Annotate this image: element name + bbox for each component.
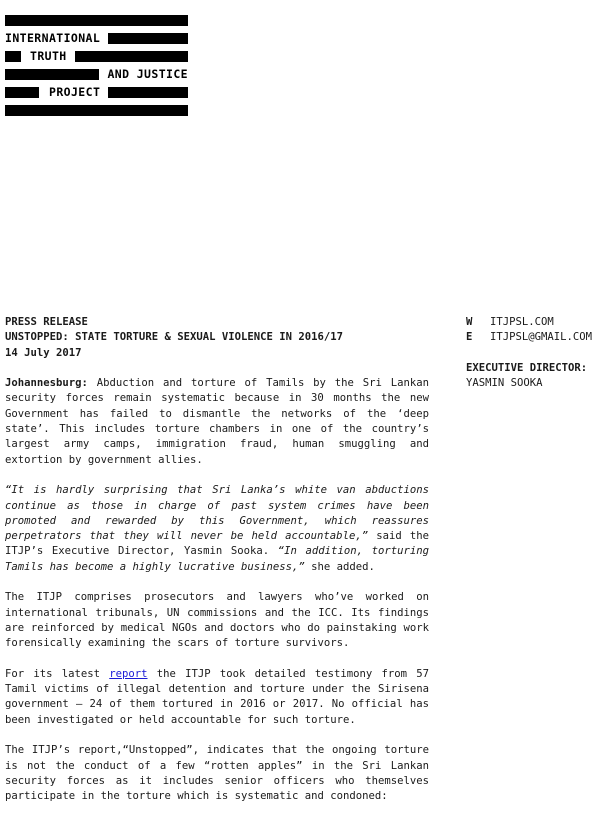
report-link[interactable]: report [109, 667, 148, 680]
logo-bar [75, 51, 188, 62]
quote-2: “In addition, torturing Tamils has become a highly lucrative business,” [5, 545, 429, 573]
paragraph-intro [5, 376, 429, 468]
logo-row-1 [5, 29, 188, 47]
logo-bar [5, 51, 21, 62]
web-label: W [466, 316, 473, 328]
logo-bar [108, 87, 188, 98]
paragraph-itjp: The ITJP comprises prosecutors and lawyers who’ve worked on international tribunals, UN commissions and the ICC. Its findings are reinforced by medical NGOs and doctors who do painstaking work forensically examining the scars of torture survivors. [5, 591, 429, 650]
attribution-end: she added. [304, 560, 375, 573]
logo-row-4 [5, 83, 188, 101]
paragraph-report [5, 667, 429, 728]
email-label: E [466, 331, 473, 344]
attribution: said the ITJP’s Executive Director, Yasmin Sooka. [5, 530, 429, 558]
itjp-logo [5, 11, 188, 119]
contact-web [466, 315, 596, 330]
paragraph-quote [5, 483, 429, 575]
logo-bar [5, 87, 39, 98]
paragraph-unstopped: The ITJP’s report,“Unstopped”, indicates that the ongoing torture is not the conduct of a few “rotten apples” in the Sri Lankan security forces as it includes senior officers who themselves participate in the torture which is systematic and condoned: [5, 744, 429, 803]
press-release-body [5, 315, 429, 820]
logo-bar-row [5, 101, 188, 119]
email-address[interactable]: ITJPSL@GMAIL.COM [490, 331, 593, 344]
director-label: EXECUTIVE DIRECTOR: [466, 361, 588, 374]
logo-word-international: INTERNATIONAL [5, 30, 101, 45]
release-date: 14 July 2017 [5, 346, 82, 359]
logo-word-project: PROJECT [49, 84, 101, 99]
logo-bar [108, 33, 188, 44]
logo-row-3 [5, 65, 188, 83]
quote-1: “It is hardly surprising that Sri Lanka’s white van abductions continue as those in charge of past system crimes have been promoted and rewarded by this Government, which reassures perpetrators that they will never be held accountable,” [5, 484, 429, 543]
release-title: UNSTOPPED: STATE TORTURE & SEXUAL VIOLENCE IN 2016/17 [5, 331, 344, 344]
report-intro: For its latest [5, 667, 110, 680]
logo-bar [5, 69, 99, 80]
release-label: PRESS RELEASE [5, 316, 88, 328]
logo-bar-row [5, 11, 188, 29]
web-address[interactable]: ITJPSL.COM [490, 316, 554, 328]
director-name: YASMIN SOOKA [466, 377, 543, 390]
dateline: Johannesburg: [5, 377, 88, 390]
logo-row-2 [5, 47, 188, 65]
contact-sidebar [466, 315, 596, 391]
logo-bar [5, 105, 188, 116]
logo-word-truth: TRUTH [30, 48, 67, 63]
contact-email [466, 330, 596, 345]
logo-bar [5, 15, 188, 26]
intro-text: Abduction and torture of Tamils by the Sri Lankan security forces remain systematic because in 30 months the new Government has failed to dismantle the networks of the ‘deep state’. This includes torture chambers in one of the country’s largest army camps, immigration fraud, human smuggling and extortion by government allies. [5, 377, 429, 466]
report-text: the ITJP took detailed testimony from 57 Tamil victims of illegal detention and torture under the Sirisena government – 24 of them tortured in 2016 or 2017. No official has been investigated or held accountable for such torture. [5, 667, 429, 726]
logo-word-and-justice: AND JUSTICE [107, 66, 188, 81]
